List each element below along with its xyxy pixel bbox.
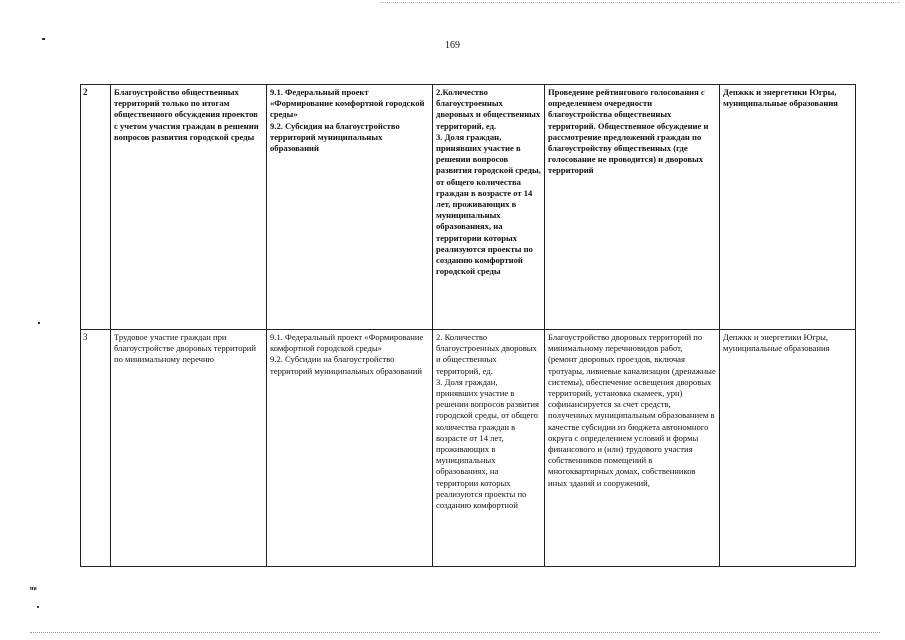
indicator-cell: 2.Количество благоустроенных дворовых и общественных территорий, ед. 3. Доля граждан, принявших участие в решении вопросов развития городской среды, от общего количества граждан в возрасте от 14 лет, проживающих в муниципальных образованиях, на территории которых реализуются проекты по созданию комфортной городской среды <box>433 85 545 330</box>
scan-speck <box>42 38 45 40</box>
table-row <box>81 330 856 567</box>
table-row <box>81 85 856 330</box>
program-measures-table <box>80 84 856 567</box>
scan-edge-top <box>380 2 900 3</box>
project-cell: 9.1. Федеральный проект «Формирование комфортной городской среды» 9.2. Субсидии на благоустройство территорий муниципальных образований <box>267 330 433 567</box>
row-number-cell: 3 <box>81 330 111 567</box>
description-cell: Благоустройство дворовых территорий по минимальному перечнювидов работ, (ремонт дворовых проездов, включая тротуары, ливневые канализации (дренажные системы), обеспечение освещения дворовых территорий, установка скамеек, урн) софинансируется за счет средств, полученных муниципальным образованием в качестве субсидии из бюджета автономного округа с определением условий и формы финансового и (или) трудового участия собственников помещений в многоквартирных домах, собственников иных зданий и сооружений, <box>545 330 720 567</box>
measure-cell: Трудовое участие граждан при благоустройстве дворовых территорий по минимальному перечню <box>111 330 267 567</box>
scan-edge-bottom <box>30 632 880 633</box>
row-number-cell: 2 <box>81 85 111 330</box>
measure-cell: Благоустройство общественных территорий только по итогам общественного обсуждения проектов с учетом участия граждан в решении вопросов развития городской среды <box>111 85 267 330</box>
indicator-cell: 2. Количество благоустроенных дворовых и общественных территорий, ед. 3. Доля граждан, принявших участие в решении вопросов развития городской среды, от общего количества граждан в возрасте от 14 лет, проживающих в муниципальных образованиях, на территории которых реализуются проекты по созданию комфортной <box>433 330 545 567</box>
scan-speck <box>37 606 39 608</box>
executor-cell: Депжкк и энергетики Югры, муниципальные образования <box>720 85 856 330</box>
margin-mark: нв <box>30 586 37 592</box>
scan-speck <box>38 322 40 324</box>
page-number: 169 <box>445 40 460 51</box>
project-cell: 9.1. Федеральный проект «Формирование комфортной городской среды» 9.2. Субсидия на благоустройство территорий муниципальных образований <box>267 85 433 330</box>
description-cell: Проведение рейтингового голосования с определением очередности благоустройства общественных территорий. Общественное обсуждение и рассмотрение предложений граждан по благоустройству общественных (где голосование не проводится) и дворовых территорий <box>545 85 720 330</box>
executor-cell: Депжкк и энергетики Югры, муниципальные образования <box>720 330 856 567</box>
